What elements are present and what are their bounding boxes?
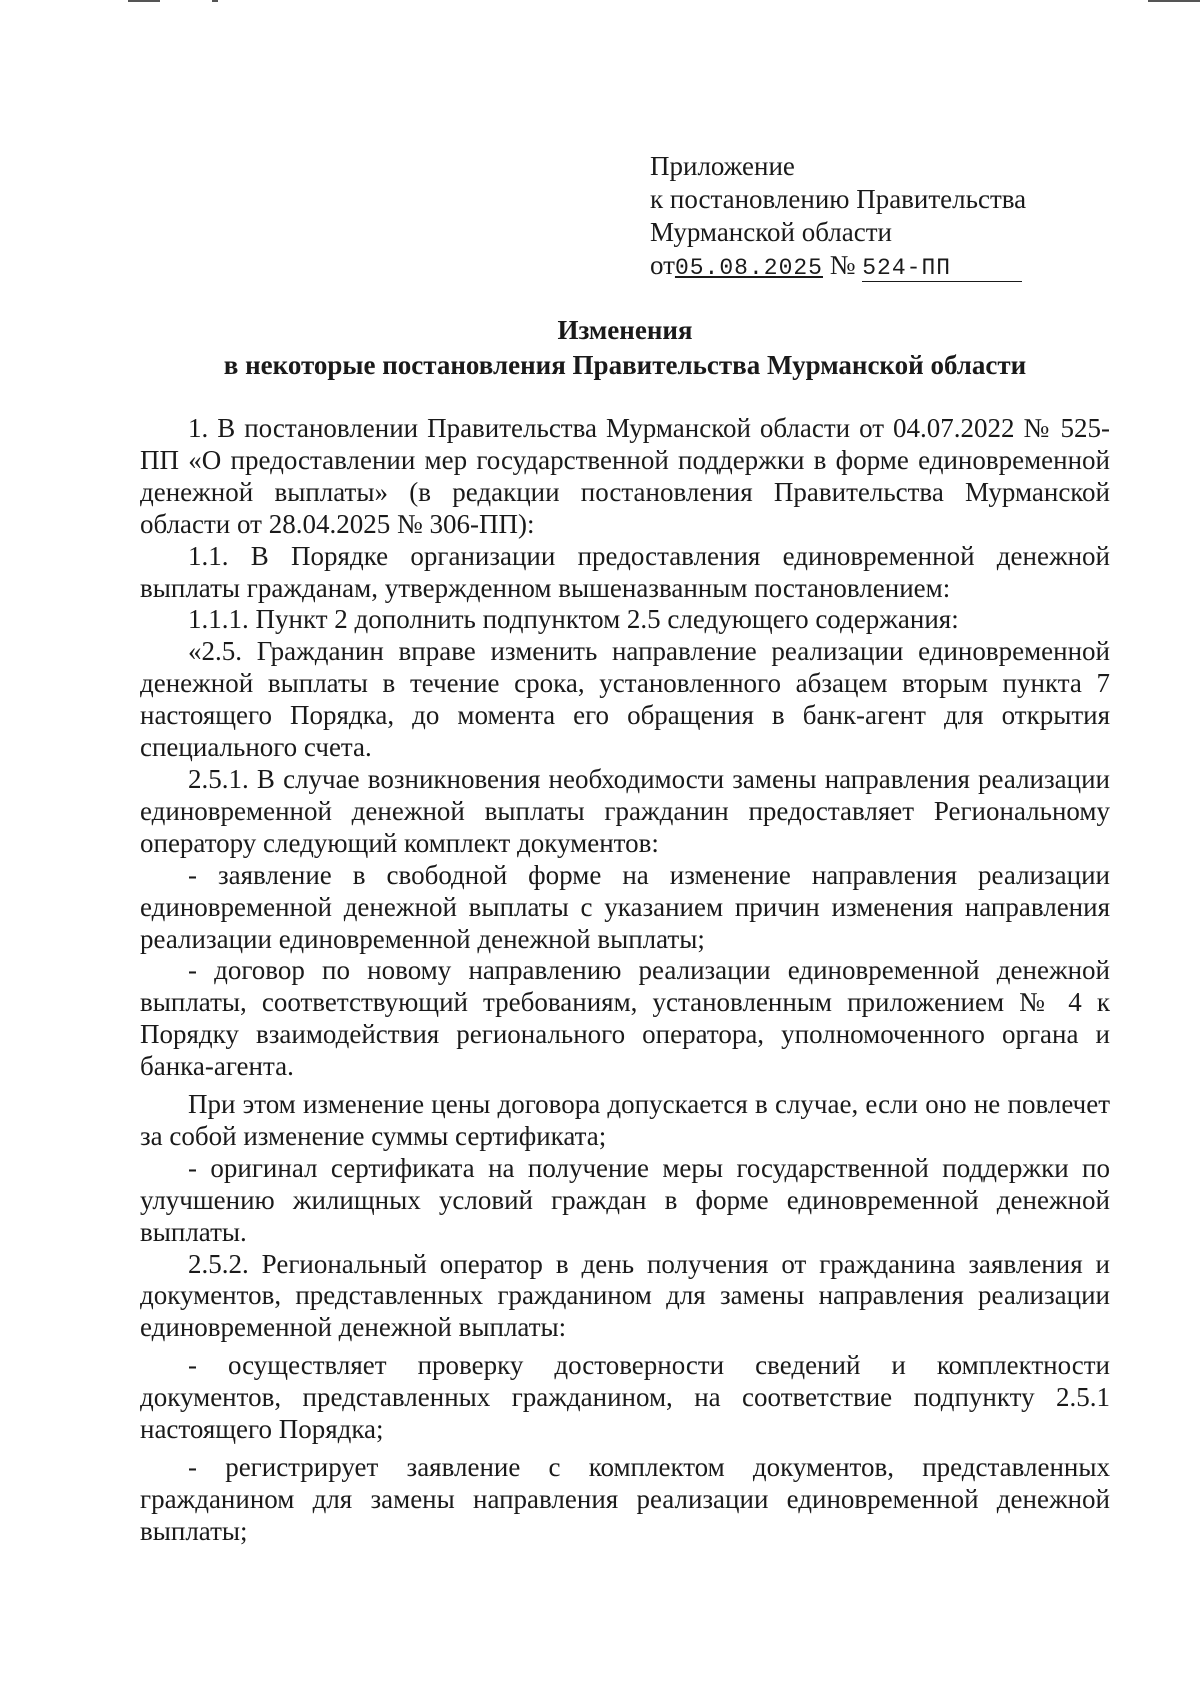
- appendix-label: Приложение: [650, 151, 795, 181]
- paragraph-2-5-1: 2.5.1. В случае возникновения необходимости замены направления реализации единовременной денежной выплаты гражданин предоставляет Региональному оператору следующий комплект документов:: [140, 763, 1110, 858]
- list-item-certificate: - оригинал сертификата на получение меры государственной поддержки по улучшению жилищных условий граждан в форме единовременной денежной выплаты.: [140, 1152, 1110, 1247]
- appendix-resolution-line: к постановлению Правительства: [650, 184, 1027, 214]
- list-item-verification: - осуществляет проверку достоверности сведений и комплектности документов, представленных гражданином, на соответствие подпункту 2.5.1 настоящего Порядка;: [140, 1350, 1110, 1445]
- date-prefix: от: [650, 250, 675, 280]
- paragraph-1-1-1: 1.1.1. Пункт 2 дополнить подпунктом 2.5 следующего содержания:: [188, 604, 959, 635]
- number-sign: №: [829, 250, 856, 280]
- paragraph-1: 1. В постановлении Правительства Мурманской области от 04.07.2022 № 525-ПП «О предоставлении мер государственной поддержки в форме единовременной денежной выплаты» (в редакции постановления Правительства Мурманской области от 28.04.2025 № 306-ПП):: [140, 413, 1110, 539]
- resolution-number: 524-ПП: [862, 255, 952, 281]
- document-title: [140, 313, 1110, 383]
- title-line-1: Изменения: [557, 315, 693, 345]
- paragraph-1-1: 1.1. В Порядке организации предоставления единовременной денежной выплаты гражданам, утвержденном вышеназванным постановлением:: [140, 540, 1110, 603]
- list-item-registration: - регистрирует заявление с комплектом документов, представленных гражданином для замены направления реализации единовременной денежной выплаты;: [140, 1452, 1110, 1546]
- appendix-region-line: Мурманской области: [650, 217, 892, 247]
- scan-edge-mark-left: [128, 0, 160, 2]
- title-line-2: в некоторые постановления Правительства Мурманской области: [223, 350, 1027, 380]
- resolution-number-field: [862, 252, 1022, 282]
- paragraph-2-5-2: 2.5.2. Региональный оператор в день получения от гражданина заявления и документов, представленных гражданином для замены направления реализации единовременной денежной выплаты:: [140, 1248, 1110, 1343]
- resolution-date: 05.08.2025: [674, 255, 823, 281]
- list-item-application: - заявление в свободной форме на изменение направления реализации единовременной денежной выплаты с указанием причин изменения направления реализации единовременной денежной выплаты;: [140, 859, 1110, 954]
- appendix-date-number-line: [650, 249, 1026, 285]
- list-item-contract: - договор по новому направлению реализации единовременной денежной выплаты, соответствующий требованиям, установленным приложением № 4 к Порядку взаимодействия регионального оператора, уполномоченного органа и банка-агента.: [140, 955, 1110, 1082]
- appendix-block: [650, 150, 1026, 285]
- document-body: [140, 413, 1110, 1548]
- paragraph-2-5: «2.5. Гражданин вправе изменить направление реализации единовременной денежной выплаты в течение срока, установленного абзацем вторым пункта 7 настоящего Порядка, до момента его обращения в банк-агент для открытия специального счета.: [140, 636, 1110, 763]
- paragraph-price-change: При этом изменение цены договора допускается в случае, если оно не повлечет за собой изменение суммы сертификата;: [140, 1089, 1110, 1151]
- scan-edge-mark-mid: [212, 0, 218, 2]
- scan-edge-mark-right: [1148, 0, 1200, 2]
